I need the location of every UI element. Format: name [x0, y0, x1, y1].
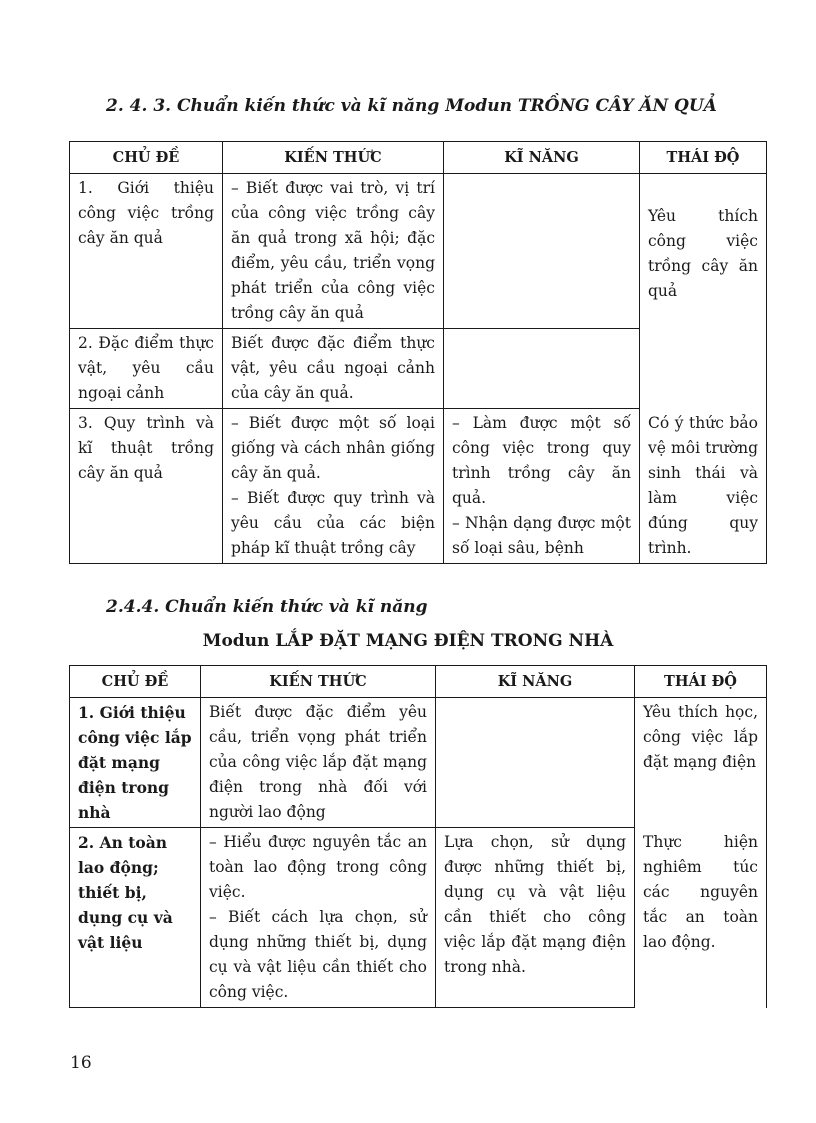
table-row — [70, 698, 767, 828]
knowledge-item: – Biết được quy trình và yêu cầu của các biện pháp kĩ thuật trồng cây — [231, 489, 435, 557]
skills-cell: Lựa chọn, sử dụng được những thiết bị, dụng cụ và vật liệu cần thiết cho công việc lắp đặt mạng điện trong nhà. — [436, 828, 635, 1008]
standards-table-electrical — [69, 665, 767, 1008]
table-row — [70, 409, 767, 564]
knowledge-cell — [201, 828, 436, 1008]
skill-item: – Nhận dạng được một số loại sâu, bệnh — [452, 514, 631, 557]
knowledge-item: Biết được đặc điểm yêu cầu, triển vọng phát triển của công việc lắp đặt mạng điện trong nhà đối với người lao động — [209, 703, 427, 821]
knowledge-cell — [223, 409, 444, 564]
standards-table-fruit-trees — [69, 141, 767, 564]
column-header-skills: KĨ NĂNG — [444, 142, 640, 174]
table-row — [70, 828, 767, 1008]
module-title: Modun LẮP ĐẶT MẠNG ĐIỆN TRONG NHÀ — [202, 631, 614, 651]
attitude-cell: Thực hiện nghiêm túc các nguyên tắc an toàn lao động. — [635, 828, 767, 1008]
column-header-attitude: THÁI ĐỘ — [635, 666, 767, 698]
knowledge-cell — [201, 698, 436, 828]
skills-cell — [444, 174, 640, 329]
attitude-cell: Có ý thức bảo vệ môi trường sinh thái và làm việc đúng quy trình. — [640, 409, 767, 564]
attitude-cell: Yêu thích công việc trồng cây ăn quả — [640, 174, 767, 409]
knowledge-item: – Biết cách lựa chọn, sử dụng những thiết bị, dụng cụ và vật liệu cần thiết cho công việc. — [209, 908, 427, 1001]
knowledge-item: – Biết được vai trò, vị trí của công việc trồng cây ăn quả trong xã hội; đặc điểm, yêu cầu, triển vọng phát triển của công việc trồng cây ăn quả — [231, 179, 435, 322]
table-header-row — [70, 666, 767, 698]
column-header-skills: KĨ NĂNG — [436, 666, 635, 698]
column-header-topic: CHỦ ĐỀ — [70, 142, 223, 174]
skills-cell — [444, 409, 640, 564]
skills-cell — [444, 329, 640, 409]
knowledge-cell — [223, 329, 444, 409]
knowledge-item: – Hiểu được nguyên tắc an toàn lao động trong công việc. — [209, 833, 427, 901]
column-header-knowledge: KIẾN THỨC — [223, 142, 444, 174]
topic-cell: 2. Đặc điểm thực vật, yêu cầu ngoại cảnh — [70, 329, 223, 409]
table-header-row — [70, 142, 767, 174]
page-number: 16 — [70, 1053, 92, 1073]
knowledge-item: – Biết được một số loại giống và cách nhân giống cây ăn quả. — [231, 414, 435, 482]
skills-cell — [436, 698, 635, 828]
knowledge-cell — [223, 174, 444, 329]
knowledge-item: Biết được đặc điểm thực vật, yêu cầu ngoại cảnh của cây ăn quả. — [231, 334, 435, 402]
column-header-knowledge: KIẾN THỨC — [201, 666, 436, 698]
attitude-cell: Yêu thích học, công việc lắp đặt mạng điện — [635, 698, 767, 828]
column-header-topic: CHỦ ĐỀ — [70, 666, 201, 698]
topic-cell: 2. An toàn lao động; thiết bị, dụng cụ và vật liệu — [70, 828, 201, 1008]
topic-cell: 1. Giới thiệu công việc lắp đặt mạng điện trong nhà — [70, 698, 201, 828]
skill-item: – Làm được một số công việc trong quy trình trồng cây ăn quả. — [452, 414, 631, 507]
table-row — [70, 174, 767, 329]
column-header-attitude: THÁI ĐỘ — [640, 142, 767, 174]
topic-cell: 1. Giới thiệu công việc trồng cây ăn quả — [70, 174, 223, 329]
section-heading-243: 2. 4. 3. Chuẩn kiến thức và kĩ năng Modun TRỒNG CÂY ĂN QUẢ — [106, 96, 717, 116]
section-heading-244: 2.4.4. Chuẩn kiến thức và kĩ năng — [106, 597, 428, 617]
topic-cell: 3. Quy trình và kĩ thuật trồng cây ăn quả — [70, 409, 223, 564]
